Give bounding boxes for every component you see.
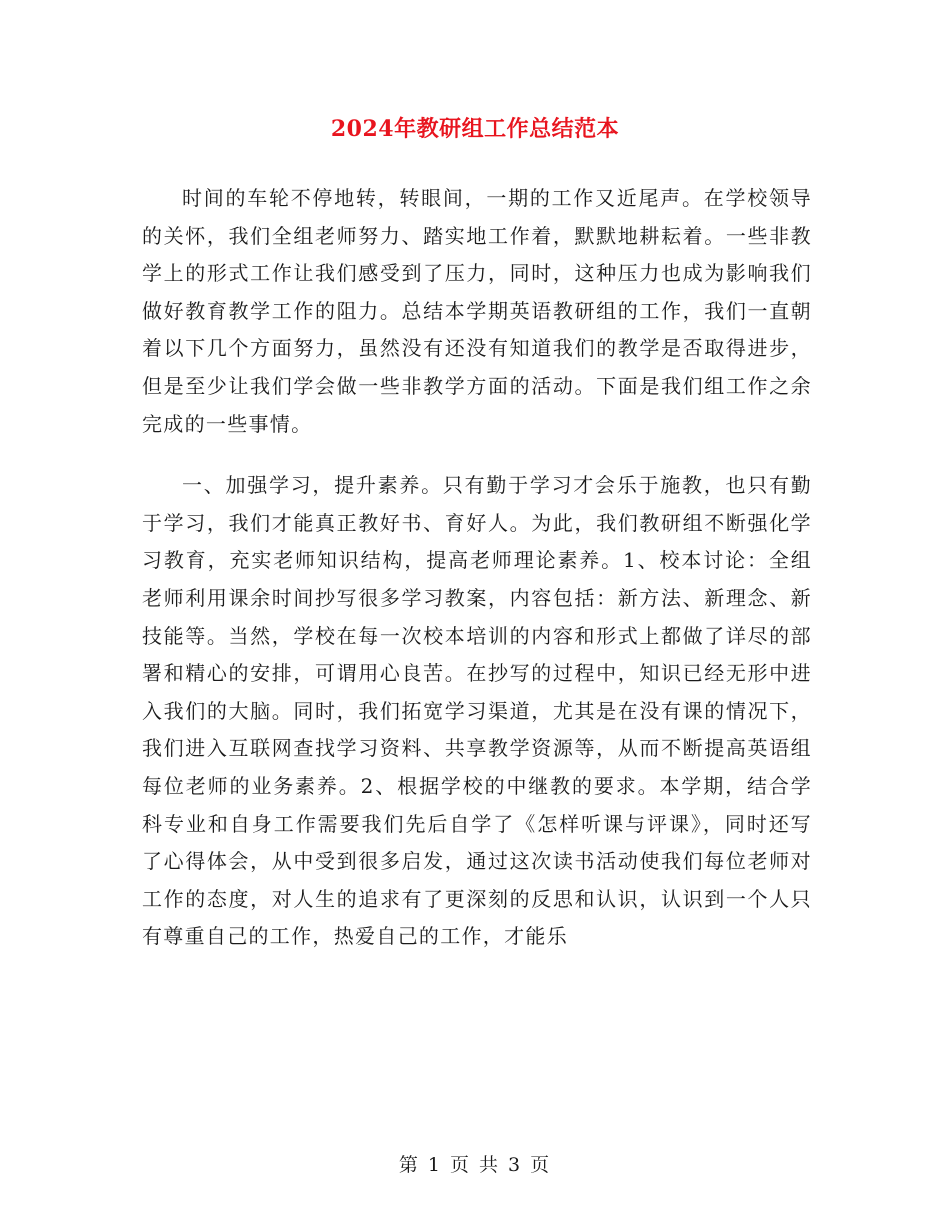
paragraph-intro: 时间的车轮不停地转，转眼间，一期的工作又近尾声。在学校领导的关怀，我们全组老师努力、踏实地工作着，默默地耕耘着。一些非教学上的形式工作让我们感受到了压力，同时，这种压力也成为影响我们做好教育教学工作的阻力。总结本学期英语教研组的工作，我们一直朝着以下几个方面努力，虽然没有还没有知道我们的教学是否取得进步，但是至少让我们学会做一些非教学方面的活动。下面是我们组工作之余完成的一些事情。	[142, 186, 812, 436]
page-number-footer: 第 1 页 共 3 页	[398, 1154, 552, 1176]
document-title: 2024年教研组工作总结范本	[330, 116, 620, 142]
document-body	[142, 180, 812, 956]
paragraph-section-one: 一、加强学习，提升素养。只有勤于学习才会乐于施教，也只有勤于学习，我们才能真正教好书、育好人。为此，我们教研组不断强化学习教育，充实老师知识结构，提高老师理论素养。1、校本讨论：全组老师利用课余时间抄写很多学习教案，内容包括：新方法、新理念、新技能等。当然，学校在每一次校本培训的内容和形式上都做了详尽的部署和精心的安排，可谓用心良苦。在抄写的过程中，知识已经无形中进入我们的大脑。同时，我们拓宽学习渠道，尤其是在没有课的情况下，我们进入互联网查找学习资料、共享教学资源等，从而不断提高英语组每位老师的业务素养。2、根据学校的中继教的要求。本学期，结合学科专业和自身工作需要我们先后自学了《怎样听课与评课》，同时还写了心得体会，从中受到很多启发，通过这次读书活动使我们每位老师对工作的态度，对人生的追求有了更深刻的反思和认识，认识到一个人只有尊重自己的工作，热爱自己的工作，才能乐	[142, 473, 812, 949]
